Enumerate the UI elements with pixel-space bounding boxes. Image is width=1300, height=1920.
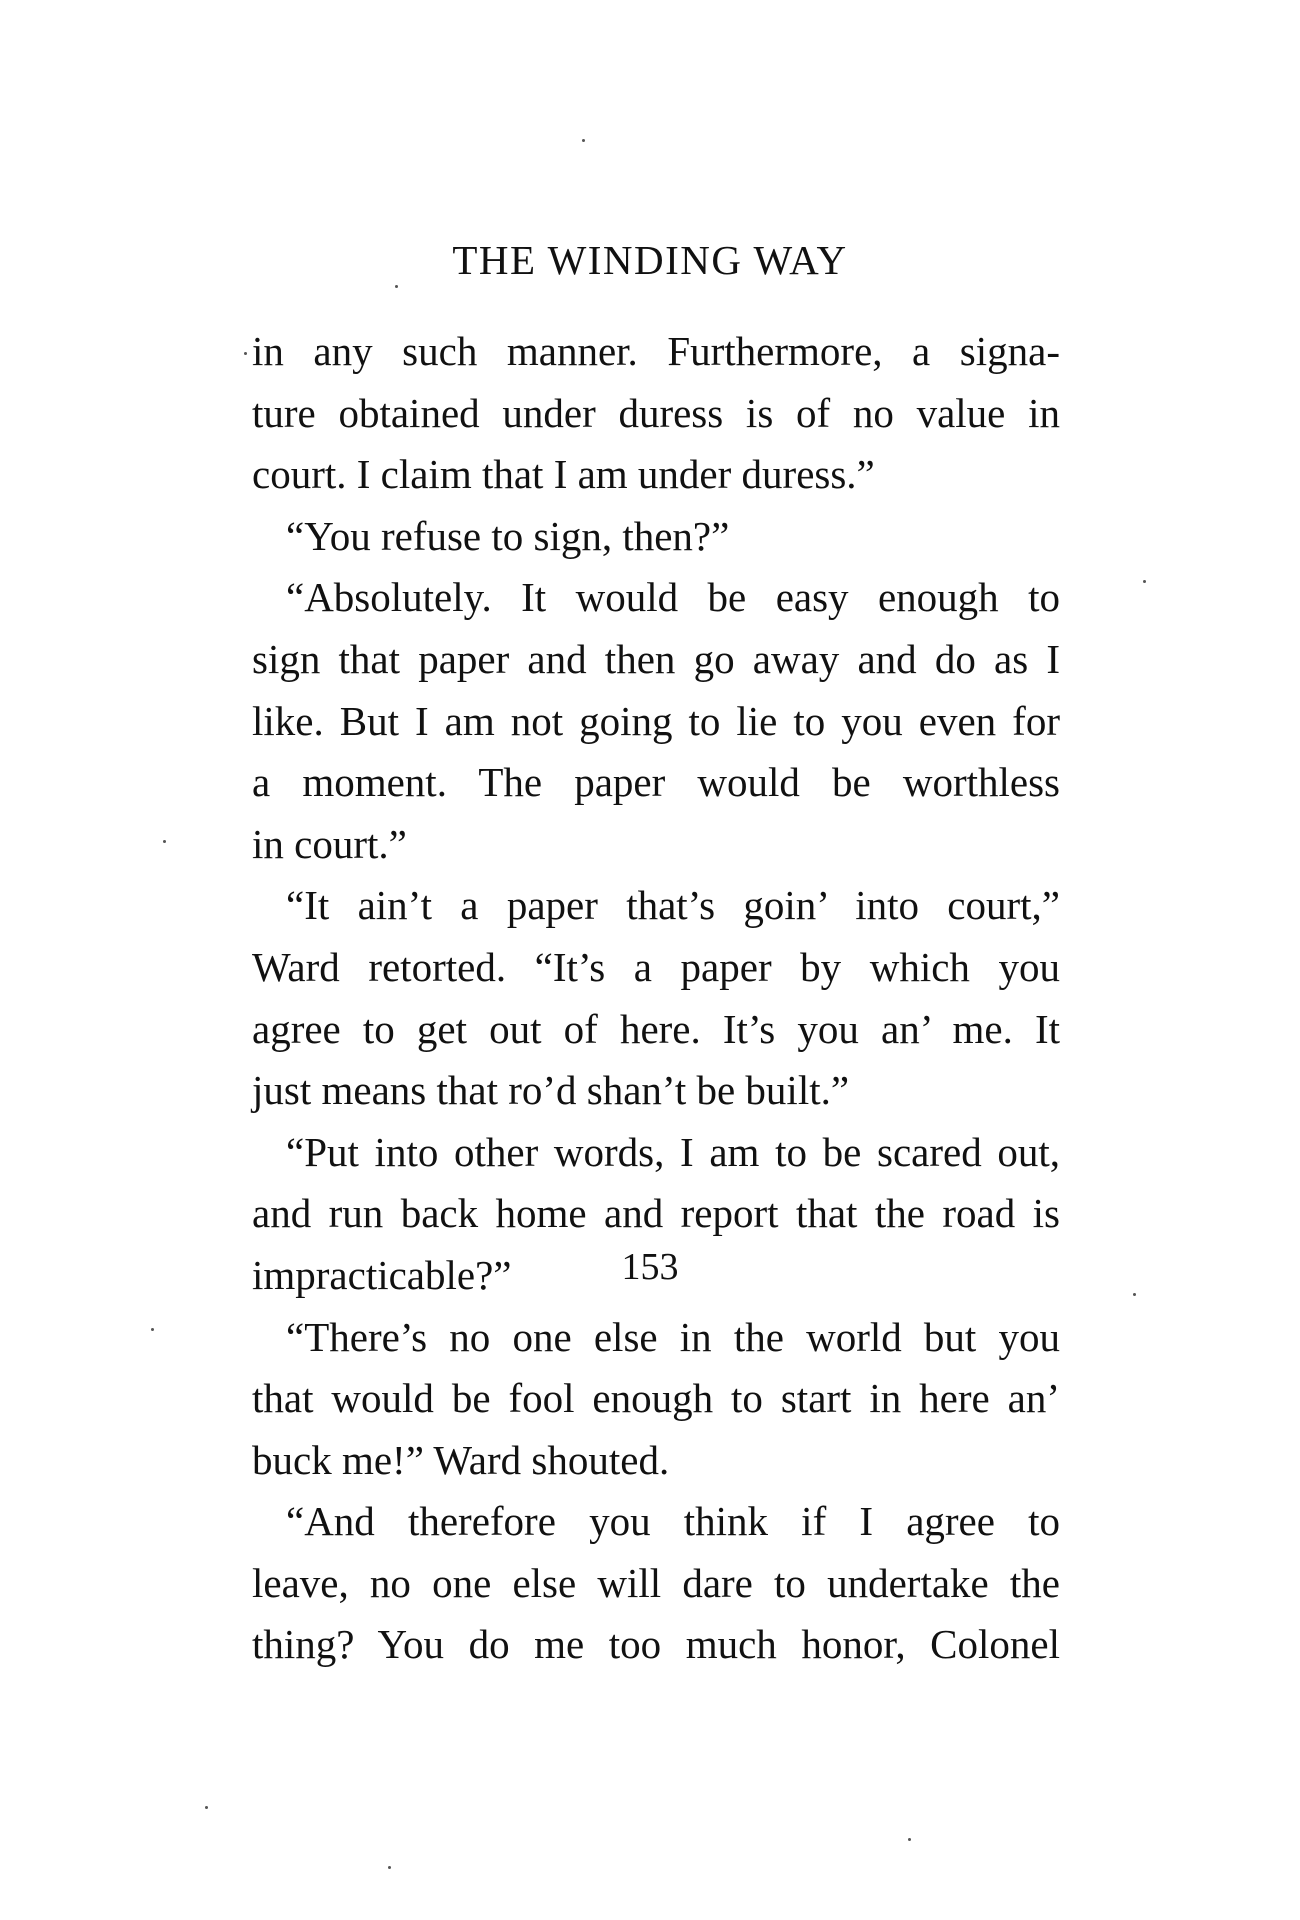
- text-line: sign that paper and then go away and do as I: [252, 635, 1060, 682]
- text-line: that would be fool enough to start in here an’: [252, 1375, 1060, 1422]
- paper-speck: [205, 1806, 208, 1809]
- paper-speck: [908, 1838, 911, 1841]
- paper-speck: [244, 352, 247, 355]
- text-line: buck me!” Ward shouted.: [252, 1436, 670, 1483]
- text-line: and run back home and report that the road is: [252, 1190, 1060, 1237]
- text-line: in any such manner. Furthermore, a signa-: [252, 328, 1060, 374]
- paper-speck: [151, 1328, 154, 1331]
- paper-speck: [1143, 580, 1146, 583]
- text-line: impracticable?”: [252, 1251, 512, 1298]
- text-line: in court.”: [252, 820, 407, 867]
- running-head: THE WINDING WAY: [452, 237, 848, 283]
- text-line: “You refuse to sign, then?”: [286, 512, 730, 559]
- text-line: a moment. The paper would be worthless: [252, 759, 1060, 806]
- text-line: ture obtained under duress is of no value in: [252, 389, 1060, 436]
- body-text: [252, 321, 1060, 1676]
- text-line: agree to get out of here. It’s you an’ me. It: [252, 1005, 1060, 1052]
- text-line: thing? You do me too much honor, Colonel: [252, 1621, 1060, 1668]
- text-line: just means that ro’d shan’t be built.”: [252, 1067, 850, 1114]
- paper-speck: [163, 840, 166, 843]
- paper-speck: [1133, 1293, 1136, 1296]
- text-line: “Put into other words, I am to be scared out,: [286, 1128, 1060, 1175]
- paper-speck: [395, 285, 398, 288]
- text-line: “Absolutely. It would be easy enough to: [286, 574, 1060, 621]
- text-line: leave, no one else will dare to undertake the: [252, 1559, 1060, 1606]
- text-line: “And therefore you think if I agree to: [286, 1498, 1060, 1545]
- paper-speck: [582, 139, 585, 142]
- text-line: “It ain’t a paper that’s goin’ into court,”: [286, 882, 1060, 929]
- text-line: court. I claim that I am under duress.”: [252, 451, 875, 498]
- text-line: like. But I am not going to lie to you even for: [252, 697, 1060, 744]
- text-line: “There’s no one else in the world but you: [286, 1313, 1060, 1360]
- page-number: 153: [621, 1246, 679, 1288]
- text-line: Ward retorted. “It’s a paper by which you: [252, 943, 1060, 990]
- paper-speck: [388, 1866, 391, 1869]
